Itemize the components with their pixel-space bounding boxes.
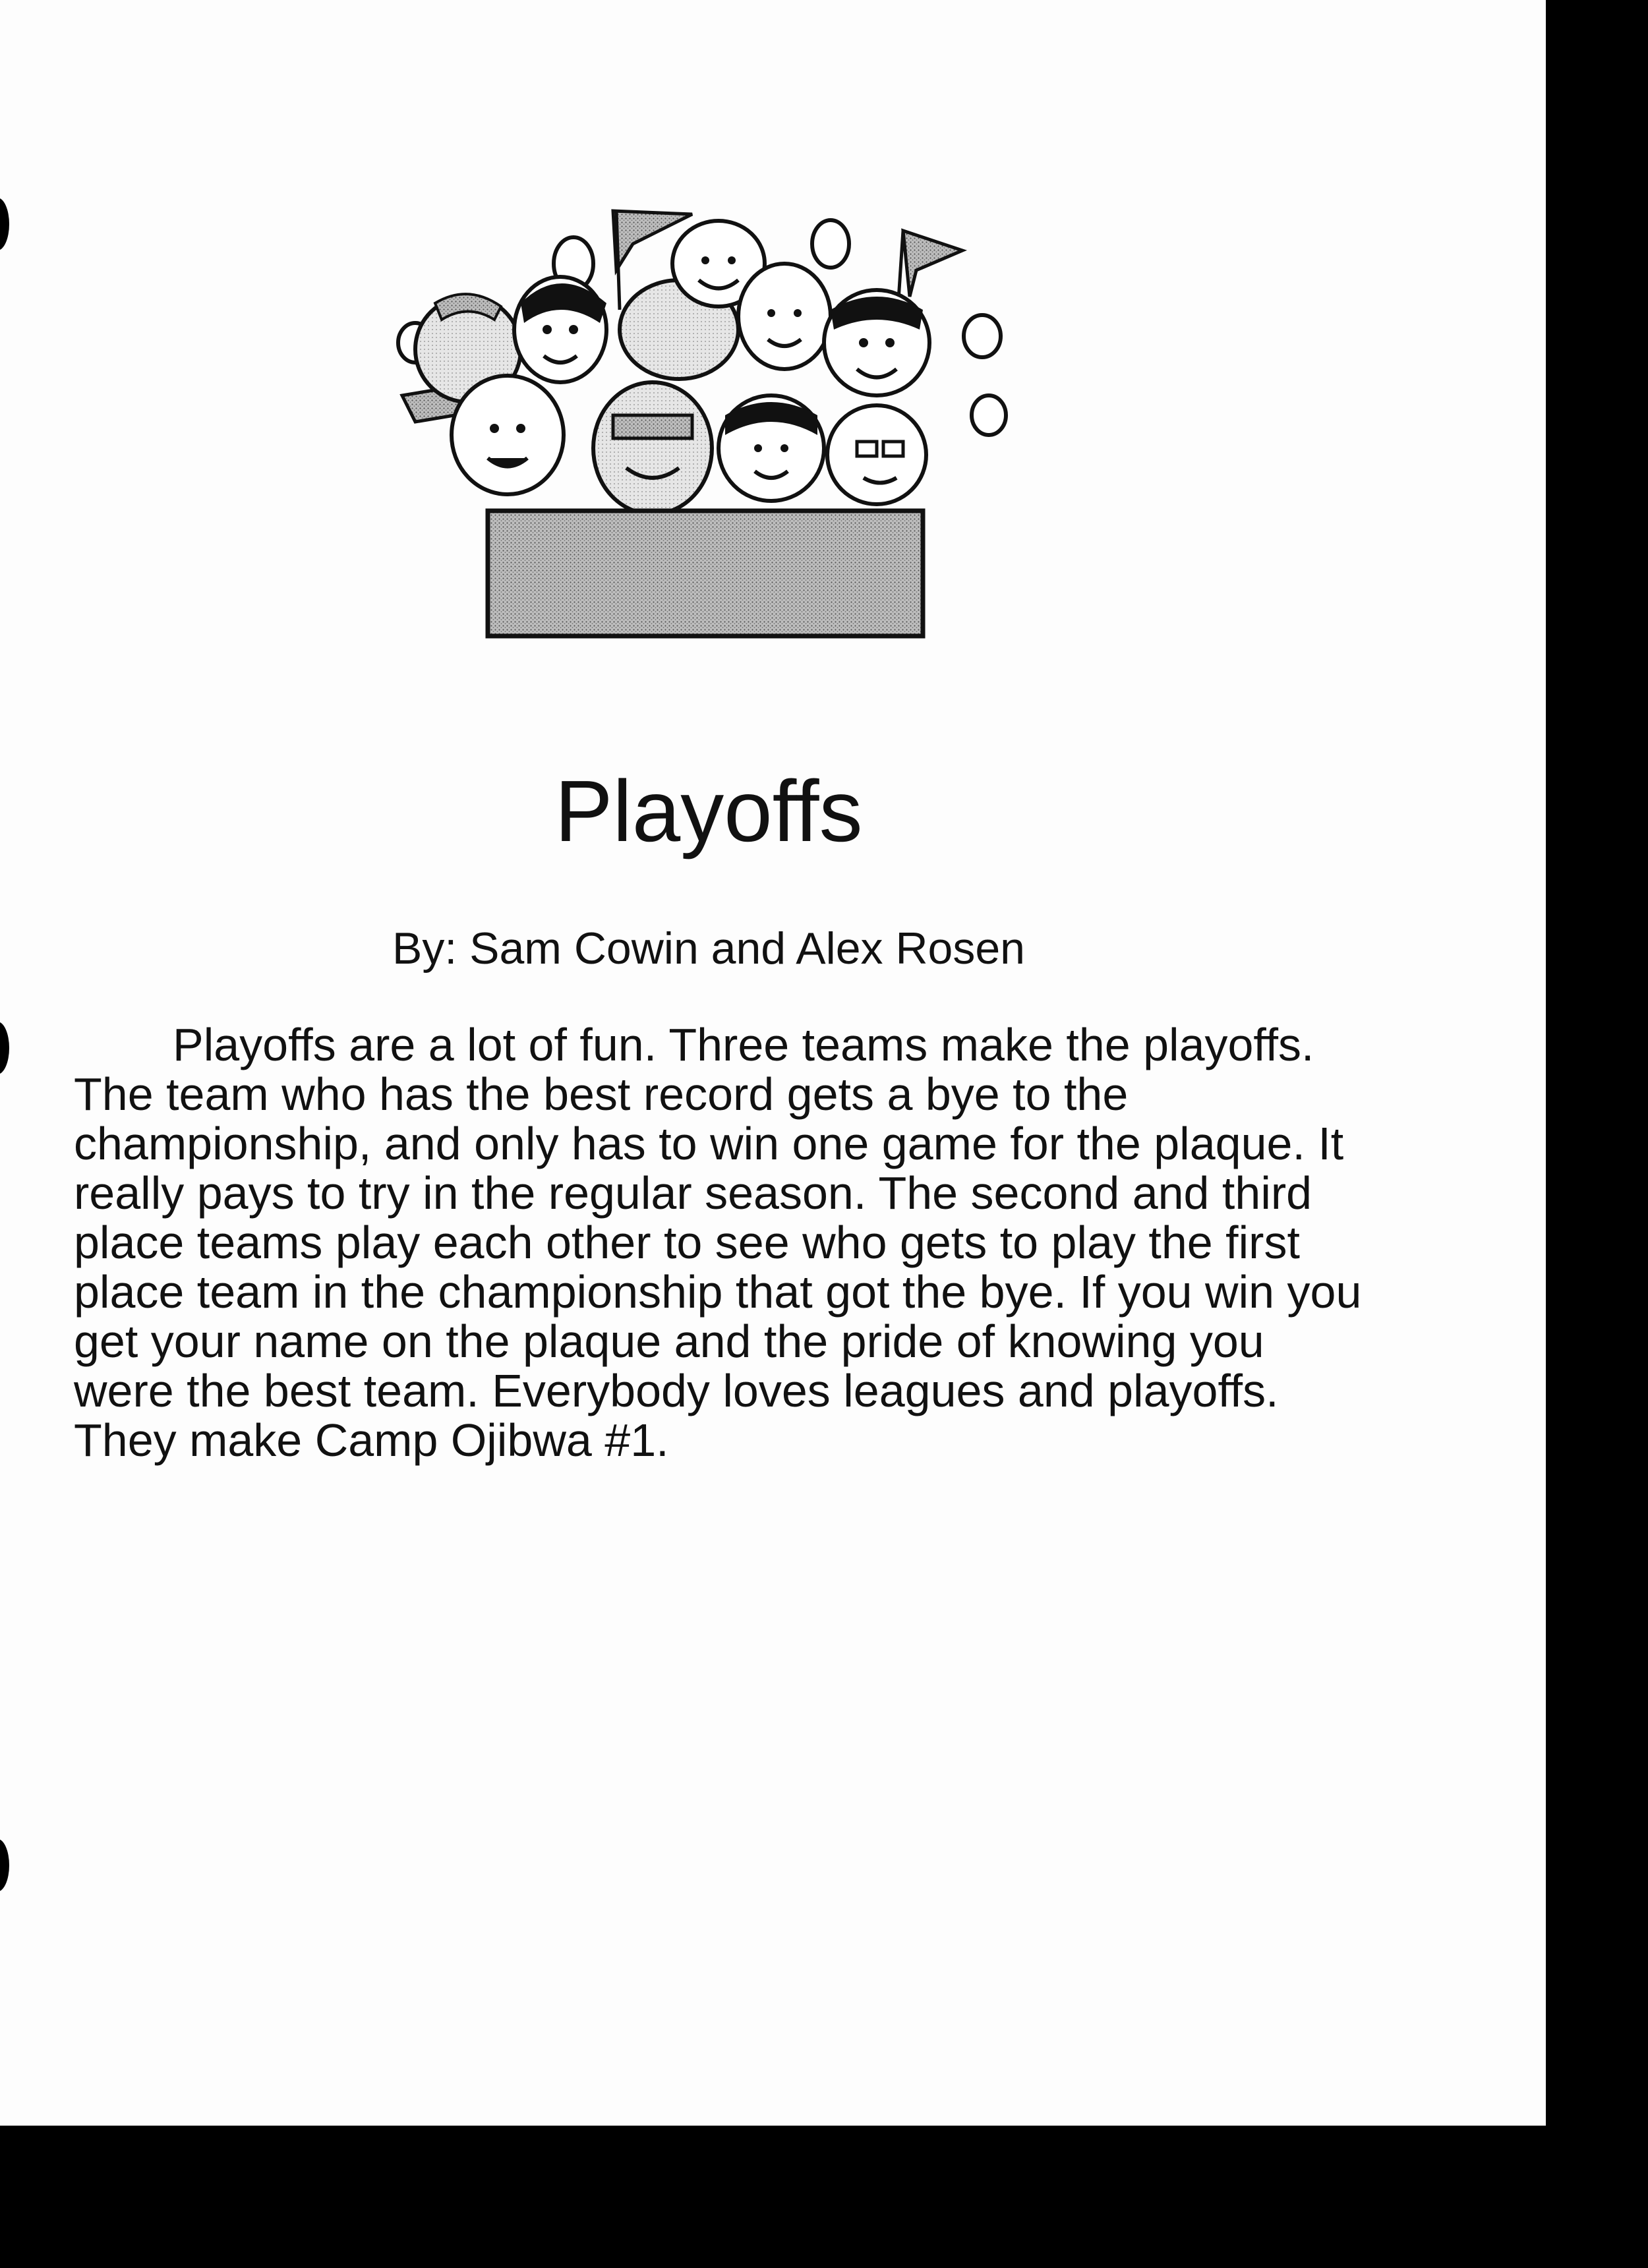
punch-hole-top bbox=[0, 198, 9, 250]
cheering-crowd-icon bbox=[396, 198, 1015, 646]
page-title: Playoffs bbox=[554, 763, 863, 859]
byline: By: Sam Cowin and Alex Rosen bbox=[392, 923, 1026, 974]
article-body: Playoffs are a lot of fun. Three teams make the playoffs. The team who has the best record gets a bye to the championship, and only has to win one game for the plaque. It really pays to try in the regular season. The second and third place teams play each other to see who gets to play the first place team in the championship that got the bye. If you win you get your name on the plaque and the pride of knowing you were the best team. Everybody loves leagues and playoffs. They make Camp Ojibwa #1. bbox=[74, 1019, 1362, 1466]
punch-hole-bottom bbox=[0, 1839, 9, 1892]
punch-hole-middle bbox=[0, 1022, 9, 1074]
